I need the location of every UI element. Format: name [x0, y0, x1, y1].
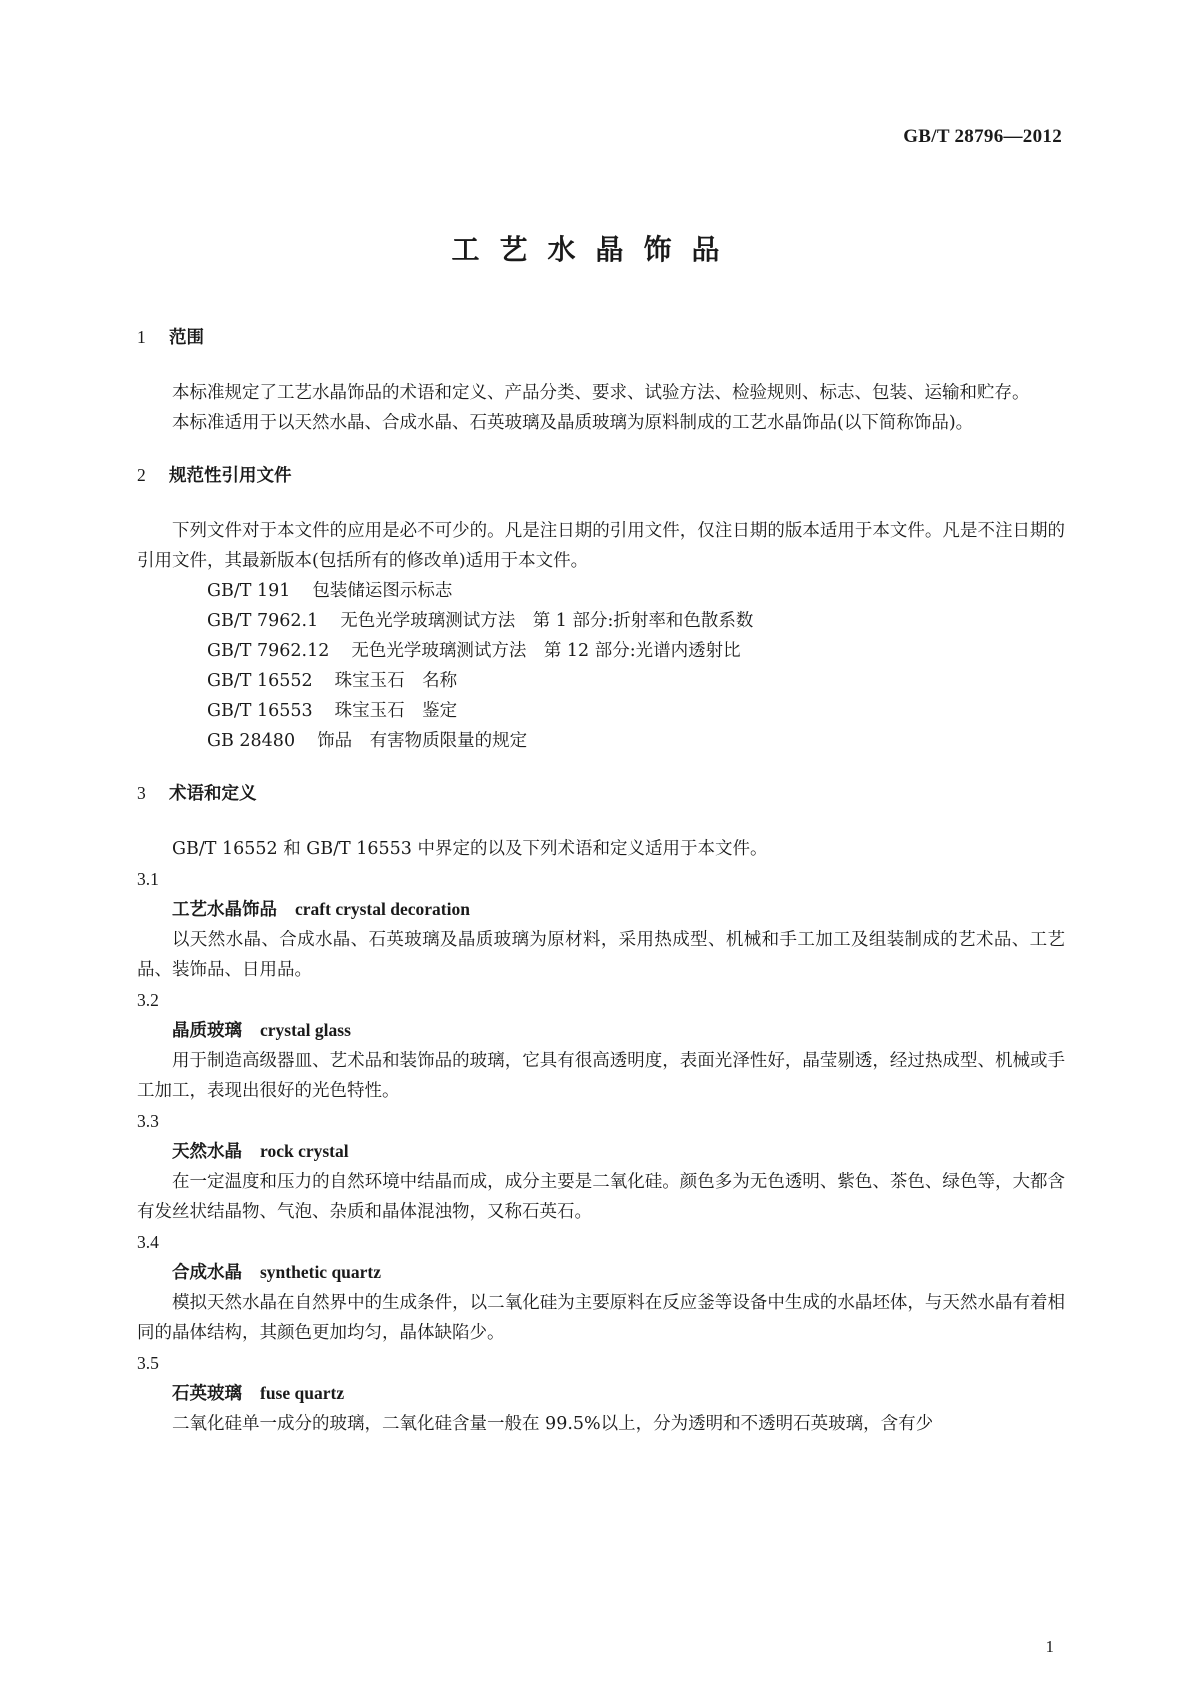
section-title: 范围 [169, 328, 204, 348]
term-en: synthetic quartz [260, 1262, 382, 1282]
reference-code: GB/T 7962.12 [207, 641, 330, 661]
term-en: craft crystal decoration [295, 899, 470, 919]
term-number: 3.2 [137, 990, 159, 1010]
paragraph: 本标准规定了工艺水晶饰品的术语和定义、产品分类、要求、试验方法、检验规则、标志、包装、运输和贮存。 [172, 383, 1030, 403]
term-en: crystal glass [260, 1020, 351, 1040]
term-en: fuse quartz [260, 1383, 345, 1403]
section-heading [137, 322, 1065, 353]
term-number: 3.1 [137, 869, 159, 889]
term-definition: 在一定温度和压力的自然环境中结晶而成，成分主要是二氧化硅。颜色多为无色透明、紫色、茶色、绿色等，大都含有发丝状结晶物、气泡、杂质和晶体混浊物，又称石英石。 [137, 1172, 1065, 1222]
reference-code: GB 28480 [207, 731, 296, 751]
term-definition: 以天然水晶、合成水晶、石英玻璃及晶质玻璃为原材料，采用热成型、机械和手工加工及组装制成的艺术品、工艺品、装饰品、日用品。 [137, 930, 1065, 980]
section-terms [137, 778, 1065, 1439]
reference-title: 珠宝玉石 名称 [334, 671, 458, 691]
term-number: 3.4 [137, 1232, 159, 1252]
section-title: 规范性引用文件 [169, 466, 292, 486]
reference-code: GB/T 16552 [207, 671, 313, 691]
term-en: rock crystal [260, 1141, 349, 1161]
section-references [137, 460, 1065, 756]
term-number: 3.5 [137, 1353, 159, 1373]
section-number: 1 [137, 327, 146, 347]
reference-title: 珠宝玉石 鉴定 [334, 701, 458, 721]
reference-item [137, 726, 1065, 756]
reference-item [137, 696, 1065, 726]
reference-item [137, 606, 1065, 636]
term-heading [137, 1136, 1065, 1167]
reference-code: GB/T 16553 [207, 701, 313, 721]
standard-code: GB/T 28796—2012 [903, 126, 1062, 147]
reference-code: GB/T 191 [207, 581, 291, 601]
reference-code: GB/T 7962.1 [207, 611, 319, 631]
term-heading [137, 1378, 1065, 1409]
paragraph: GB/T 16552 和 GB/T 16553 中界定的以及下列术语和定义适用于本文件。 [172, 839, 768, 859]
reference-item [137, 636, 1065, 666]
paragraph: 本标准适用于以天然水晶、合成水晶、石英玻璃及晶质玻璃为原料制成的工艺水晶饰品(以下简称饰品)。 [172, 413, 974, 433]
term-definition: 二氧化硅单一成分的玻璃，二氧化硅含量一般在 99.5%以上，分为透明和不透明石英玻璃，含有少 [172, 1414, 934, 1434]
section-number: 2 [137, 465, 146, 485]
term-heading [137, 1015, 1065, 1046]
paragraph: 下列文件对于本文件的应用是必不可少的。凡是注日期的引用文件，仅注日期的版本适用于本文件。凡是不注日期的引用文件，其最新版本(包括所有的修改单)适用于本文件。 [137, 521, 1065, 571]
reference-title: 饰品 有害物质限量的规定 [317, 731, 528, 751]
document-body [137, 322, 1065, 1461]
document-title: 工艺水晶饰品 [451, 233, 740, 266]
section-scope [137, 322, 1065, 438]
term-number: 3.3 [137, 1111, 159, 1131]
section-number: 3 [137, 783, 146, 803]
page-number: 1 [1045, 1637, 1054, 1656]
reference-item [137, 576, 1065, 606]
reference-title: 无色光学玻璃测试方法 第 12 部分:光谱内透射比 [351, 641, 741, 661]
term-cn: 工艺水晶饰品 [172, 900, 277, 920]
section-heading [137, 460, 1065, 491]
term-cn: 石英玻璃 [172, 1384, 242, 1404]
term-cn: 晶质玻璃 [172, 1021, 242, 1041]
term-cn: 天然水晶 [172, 1142, 242, 1162]
term-definition: 模拟天然水晶在自然界中的生成条件，以二氧化硅为主要原料在反应釜等设备中生成的水晶坯体，与天然水晶有着相同的晶体结构，其颜色更加均匀，晶体缺陷少。 [137, 1293, 1065, 1343]
section-title: 术语和定义 [169, 784, 257, 804]
term-heading [137, 894, 1065, 925]
term-cn: 合成水晶 [172, 1263, 242, 1283]
term-definition: 用于制造高级器皿、艺术品和装饰品的玻璃，它具有很高透明度，表面光泽性好，晶莹剔透，经过热成型、机械或手工加工，表现出很好的光色特性。 [137, 1051, 1065, 1101]
reference-title: 无色光学玻璃测试方法 第 1 部分:折射率和色散系数 [340, 611, 754, 631]
section-heading [137, 778, 1065, 809]
reference-item [137, 666, 1065, 696]
term-heading [137, 1257, 1065, 1288]
reference-title: 包装储运图示标志 [312, 581, 453, 601]
